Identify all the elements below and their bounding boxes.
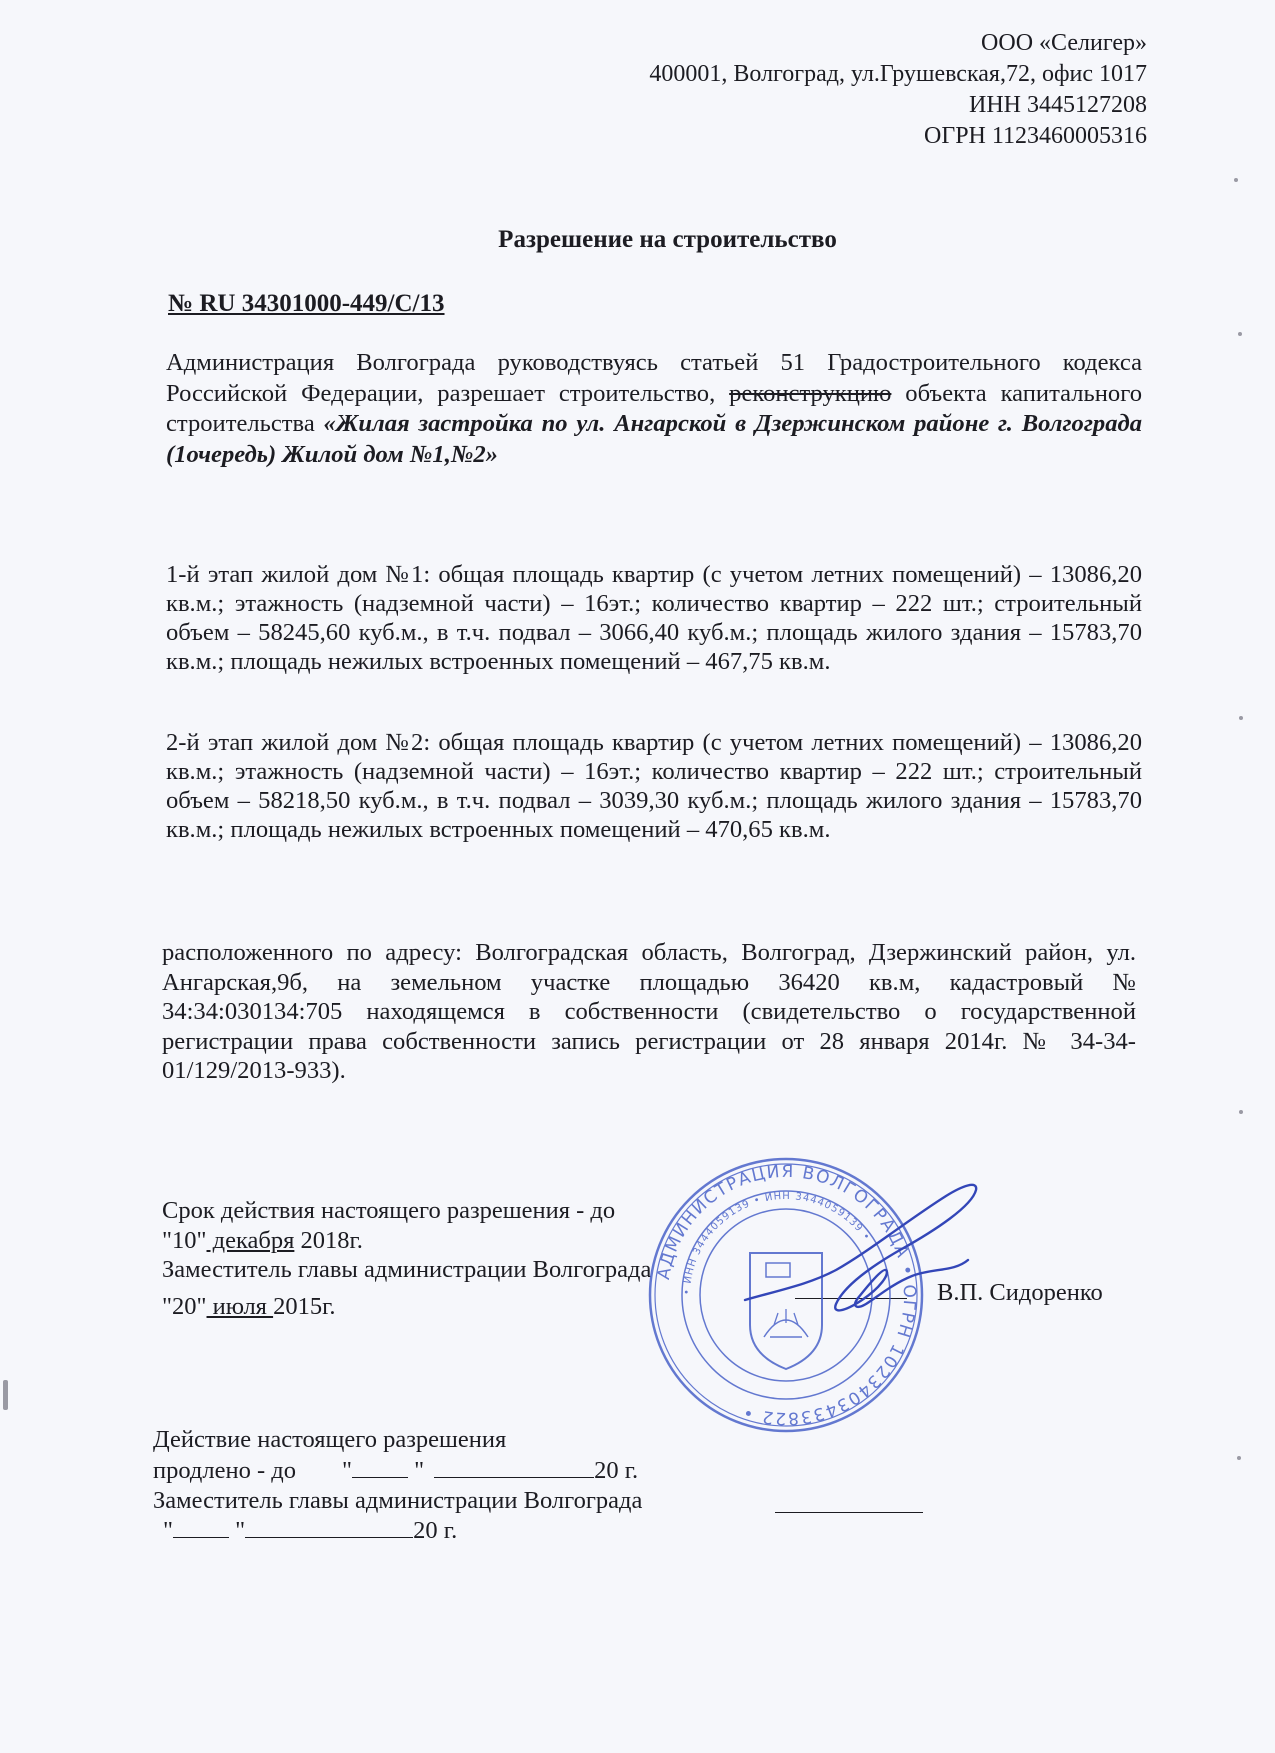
- extension-signature-date: [163, 1517, 457, 1545]
- scan-speck: [1237, 1456, 1241, 1460]
- validity-label: Срок действия настоящего разрешения - до: [162, 1197, 616, 1224]
- company-name: ООО «Селигер»: [981, 30, 1147, 56]
- extension-quote-open: ": [341, 1457, 352, 1484]
- validity-year: 2018г.: [294, 1227, 363, 1254]
- company-address: 400001, Волгоград, ул.Грушевская,72, офис 1017: [649, 61, 1147, 87]
- validity-day: "10": [162, 1227, 207, 1254]
- company-ogrn: ОГРН 1123460005316: [924, 123, 1147, 149]
- permit-number: № RU 34301000-449/C/13: [168, 290, 445, 317]
- extension-quote-close-2: ": [229, 1517, 246, 1544]
- extension-label: Действие настоящего разрешения: [153, 1426, 507, 1453]
- signature-month: июля: [206, 1293, 274, 1320]
- intro-text-a: Администрация Волгограда руководствуясь статьей 51 Градостроительного кодекса Российской Федерации, разрешает строительство,: [166, 349, 1142, 407]
- handwritten-signature: [740, 1172, 990, 1322]
- scan-speck: [1239, 1110, 1243, 1114]
- stamp-inner-text: • ИНН 3444059139 • ИНН 3444059139 •: [681, 1190, 873, 1296]
- extension-year: 20 г.: [594, 1457, 639, 1484]
- stage-1-paragraph: 1-й этап жилой дом №1: общая площадь квартир (с учетом летних помещений) – 13086,20 кв.м.; этажность (надземной части) – 16эт.; количество квартир – 222 шт.; строительный объем – 58245,60 куб.м., в т.ч. подвал – 3066,40 куб.м.; площадь жилого здания – 15783,70 кв.м.; площадь нежилых встроенных помещений – 467,75 кв.м.: [166, 561, 1142, 675]
- extension-quote-close: ": [407, 1457, 425, 1484]
- extension-quote-open-2: ": [163, 1517, 174, 1544]
- stage-2-paragraph: 2-й этап жилой дом №2: общая площадь квартир (с учетом летних помещений) – 13086,20 кв.м.; этажность (надземной части) – 16эт.; количество квартир – 222 шт.; строительный объем – 58218,50 куб.м., в т.ч. подвал – 3039,30 куб.м.; площадь жилого здания – 15783,70 кв.м.; площадь нежилых встроенных помещений – 470,65 кв.м.: [166, 729, 1142, 843]
- intro-text-b: объекта капитального строительства: [166, 379, 1142, 437]
- company-header: [649, 28, 1147, 152]
- extension-month-blank-2: [245, 1517, 413, 1538]
- extension-year-2: 20 г.: [413, 1517, 458, 1544]
- extension-prolonged-label: продлено - до: [153, 1457, 296, 1484]
- address-paragraph: расположенного по адресу: Волгоградская область, Волгоград, Дзержинский район, ул. Ангарская,9б, на земельном участке площадью 36420 кв.м, кадастровый № 34:34:030134:705 находящемся в собственности (свидетельство о государственной регистрации права собственности запись регистрации от 28 января 2014г. № 34-34-01/129/2013-933).: [162, 939, 1136, 1084]
- extension-position: Заместитель главы администрации Волгограда: [153, 1487, 643, 1514]
- validity-date: [162, 1227, 363, 1255]
- validity-month: декабря: [206, 1227, 295, 1254]
- signature-date: [162, 1293, 336, 1321]
- struck-word: реконструкцию: [729, 379, 892, 407]
- signatory-position: Заместитель главы администрации Волгограда: [162, 1256, 652, 1283]
- scan-speck: [1234, 178, 1238, 182]
- scan-speck: [1238, 332, 1242, 336]
- signature-day: "20": [162, 1293, 207, 1320]
- intro-paragraph: [166, 348, 1142, 470]
- extension-month-blank: [434, 1457, 594, 1478]
- company-inn: ИНН 3445127208: [969, 92, 1147, 118]
- extension-day-blank: [352, 1457, 408, 1478]
- extension-date-line: [153, 1457, 638, 1485]
- scan-speck: [1239, 716, 1243, 720]
- extension-day-blank-2: [173, 1517, 229, 1538]
- document-title: Разрешение на строительство: [498, 226, 837, 253]
- extension-signature-line: [775, 1512, 923, 1513]
- object-name: «Жилая застройка по ул. Ангарской в Дзержинском районе г. Волгограда (1очередь) Жилой дом №1,№2»: [166, 410, 1143, 468]
- scan-edge-mark: [3, 1380, 8, 1410]
- stamp-outer-text: АДМИНИСТРАЦИЯ ВОЛГОГРАДА • ОГРН 1023403433822 •: [653, 1161, 920, 1429]
- signature-year: 2015г.: [273, 1293, 336, 1320]
- signatory-name: В.П. Сидоренко: [937, 1279, 1103, 1306]
